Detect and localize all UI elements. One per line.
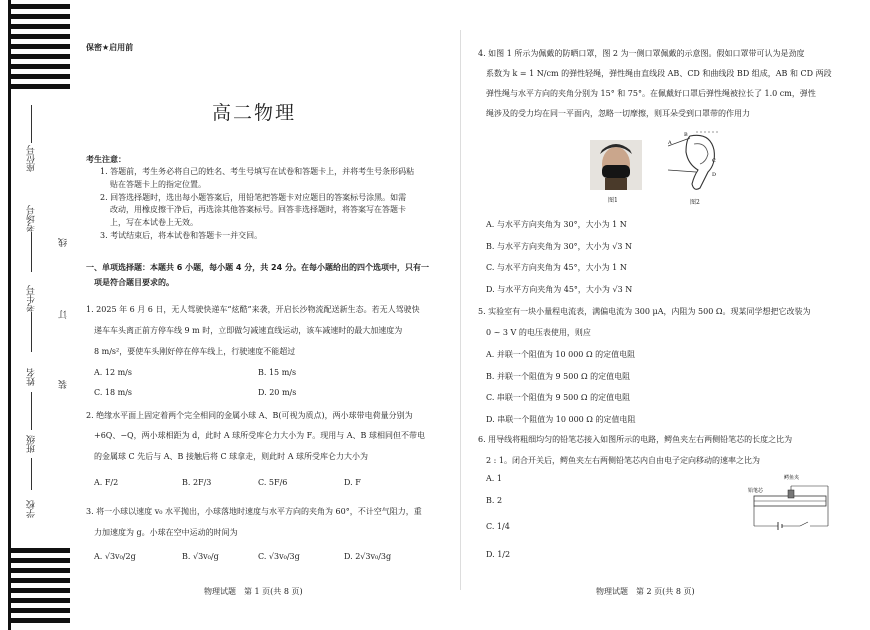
q5-option-b[interactable]: B. 并联一个阻值为 9 500 Ω 的定值电阻 [486,371,631,381]
barcode-stripe [8,64,70,69]
page-divider [460,30,461,590]
cut-line-label-1: 线 [59,238,69,247]
barcode-stripe [8,588,70,593]
q4-option-d[interactable]: D. 与水平方向夹角为 45°，大小为 √3 N [486,284,633,294]
q4-option-a[interactable]: A. 与水平方向夹角为 30°，大小为 1 N [486,220,627,229]
q4-line: 4. 如图 1 所示为佩戴的防晒口罩，图 2 为一侧口罩佩戴的示意图。假如口罩带可认为是劲度 [478,49,805,58]
room-line [31,232,32,272]
barcode-stripe [8,24,70,29]
q4-line: 系数为 k = 1 N/cm 的弹性轻绳，弹性绳由直线段 AB、CD 和曲线段 BD 组成，AB 和 CD 两段 [486,69,832,78]
q3-option-b[interactable]: B. √3v₀/g [182,552,219,561]
page2-footer: 物理试题 第 2 页(共 8 页) [596,587,695,596]
class-label: 班级 [27,435,37,453]
seat-label: 座位号 [27,145,37,172]
q3-option-c[interactable]: C. √3v₀/3g [258,552,300,561]
barcode-stripe [8,598,70,603]
q1-line: 8 m/s²，要使车头刚好停在停车线上，行驶速度不能超过 [94,346,296,356]
q1-line: 1. 2025 年 6 月 6 日，无人驾驶快递车“炫酷”来袭，开启长沙物流配送新生态。若无人驾驶快 [86,305,420,314]
barcode-stripe [8,578,70,583]
q6-option-c[interactable]: C. 1/4 [486,522,510,531]
barcode-stripe [8,44,70,49]
q6-option-a[interactable]: A. 1 [486,474,502,483]
q4-line: 绳涉及的受力均在同一平面内，忽略一切摩擦，则耳朵受到口罩带的作用力 [486,109,750,118]
exam-title: 高二物理 [212,102,297,124]
barcode-stripe [8,568,70,573]
binding-edge [8,0,11,630]
mask-photo-figure [590,140,642,190]
q1-option-d[interactable]: D. 20 m/s [258,388,297,397]
barcode-stripe [8,14,70,19]
barcode-stripe [8,4,70,9]
page1-footer: 物理试题 第 1 页(共 8 页) [204,587,303,596]
q1-line: 递车车头离正前方停车线 9 m 时，立即做匀减速直线运动，该车减速时的最大加速度为 [94,325,403,335]
question-6 [478,430,844,472]
q1-option-c[interactable]: C. 18 m/s [94,388,133,397]
fig-label-a: A [668,140,672,146]
q5-option-a[interactable]: A. 并联一个阻值为 10 000 Ω 的定值电阻 [486,350,636,359]
barcode-stripe [8,34,70,39]
q6-option-d[interactable]: D. 1/2 [486,550,511,559]
barcode-stripe [8,608,70,613]
notice-line: 2. 回答选择题时，选出每小题答案后，用铅笔把答题卡对应题目的答案标号涂黑。如需 [100,192,407,202]
question-5 [478,302,844,344]
cut-line-label-3: 装 [59,380,69,389]
q1-option-a[interactable]: A. 12 m/s [94,368,132,377]
class-line [31,458,32,490]
question-2 [86,406,442,467]
exam-no-label: 考生号 [27,285,37,312]
barcode-stripe [8,618,70,623]
question-4 [478,44,844,124]
ear-strap-figure [668,130,728,194]
name-label: 姓名 [27,368,37,386]
circuit-label-clip: 鳄鱼夹 [784,475,800,481]
notice-line: 贴在答题卡上的指定位置。 [110,179,206,189]
q3-option-d[interactable]: D. 2√3v₀/3g [344,552,392,561]
notice-list [100,166,440,243]
q1-option-b[interactable]: B. 15 m/s [258,368,297,377]
figure-1-caption: 图1 [608,197,618,204]
q5-option-c[interactable]: C. 串联一个阻值为 9 500 Ω 的定值电阻 [486,393,631,403]
page-two [478,0,844,630]
q5-options [486,344,635,430]
q6-line: 2 : 1。闭合开关后，鳄鱼夹左右两侧铅笔芯内自由电子定向移动的速率之比为 [486,455,760,465]
school-label: 学校 [27,500,37,518]
question-3 [86,502,442,544]
notice-title: 考生注意： [86,155,126,164]
q3-line: 3. 将一小球以速度 v₀ 水平抛出，小球落地时速度与水平方向的夹角为 60°，不计空气阻力，重 [86,507,422,516]
fig-label-d: D [712,172,717,178]
name-line [31,392,32,430]
q2-option-a[interactable]: A. F/2 [94,478,119,487]
q4-line: 弹性绳与水平方向的夹角分别为 15° 和 75°。在佩戴好口罩后弹性绳被拉长了 1.0 cm，弹性 [486,89,816,98]
q5-line: 5. 实验室有一块小量程电流表，满偏电流为 300 μA，内阻为 500 Ω。现某同学想把它改装为 [478,307,811,316]
question-1 [86,300,442,362]
room-label: 考场号 [27,205,37,232]
q5-line: 0 ~ 3 V 的电压表使用，则应 [486,327,591,337]
q2-line: 的金属球 C 先后与 A、B 接触后将 C 球拿走，则此时 A 球所受库仑力大小为 [94,451,369,461]
page-one [86,0,442,630]
section-heading [86,262,442,290]
q2-line: 2. 绝缘水平面上固定着两个完全相同的金属小球 A、B(可视为质点)，两小球带电荷量分别为 [86,411,413,420]
q2-option-b[interactable]: B. 2F/3 [182,478,212,487]
barcode-stripe [8,54,70,59]
q6-line: 6. 用导线将粗细均匀的铅笔芯接入如图所示的电路，鳄鱼夹左右两侧铅笔芯的长度之比为 [478,435,793,444]
barcode-stripe [8,548,70,553]
section-line: 一、单项选择题：本题共 6 小题，每小题 4 分，共 24 分。在每小题给出的四个选项中，只有一 [86,263,429,272]
barcode-stripe [8,558,70,563]
q4-option-c[interactable]: C. 与水平方向夹角为 45°，大小为 1 N [486,263,627,273]
seat-line [31,105,32,143]
barcode-stripe [8,74,70,79]
q2-option-c[interactable]: C. 5F/6 [258,478,288,487]
q2-line: +6Q、−Q，两小球相距为 d，此时 A 球所受库仑力大小为 F。现用与 A、B 球相同但不带电 [94,431,425,441]
pencil-circuit-figure [748,470,832,534]
q6-option-b[interactable]: B. 2 [486,496,503,505]
cut-line-label-2: 订 [59,310,69,319]
q2-option-d[interactable]: D. F [344,478,361,487]
circuit-label-lead: 铅笔芯 [748,488,764,494]
fig-label-b: B [684,132,688,138]
notice-line: 1. 答题前，考生务必将自己的姓名、考生号填写在试卷和答题卡上，并将考生号条形码粘 [100,167,415,176]
q3-option-a[interactable]: A. √3v₀/2g [94,552,136,561]
exam-no-line [31,312,32,352]
section-line: 项是符合题目要求的。 [94,277,174,287]
barcode-stripe [8,84,70,89]
notice-line: 改动，用橡皮擦干净后，再选涂其他答案标号。回答非选择题时，将答案写在答题卡 [110,205,406,215]
q4-options [486,214,632,300]
fig-label-c: C [712,158,716,164]
notice-line: 上，写在本试卷上无效。 [110,218,198,228]
confidential-mark: 保密★启用前 [86,43,134,52]
q5-option-d[interactable]: D. 串联一个阻值为 10 000 Ω 的定值电阻 [486,414,636,424]
q3-line: 力加速度为 g。小球在空中运动的时间为 [94,527,238,537]
figure-2-caption: 图2 [690,199,700,206]
notice-line: 3. 考试结束后，将本试卷和答题卡一并交回。 [100,230,263,240]
q4-option-b[interactable]: B. 与水平方向夹角为 30°，大小为 √3 N [486,241,632,251]
